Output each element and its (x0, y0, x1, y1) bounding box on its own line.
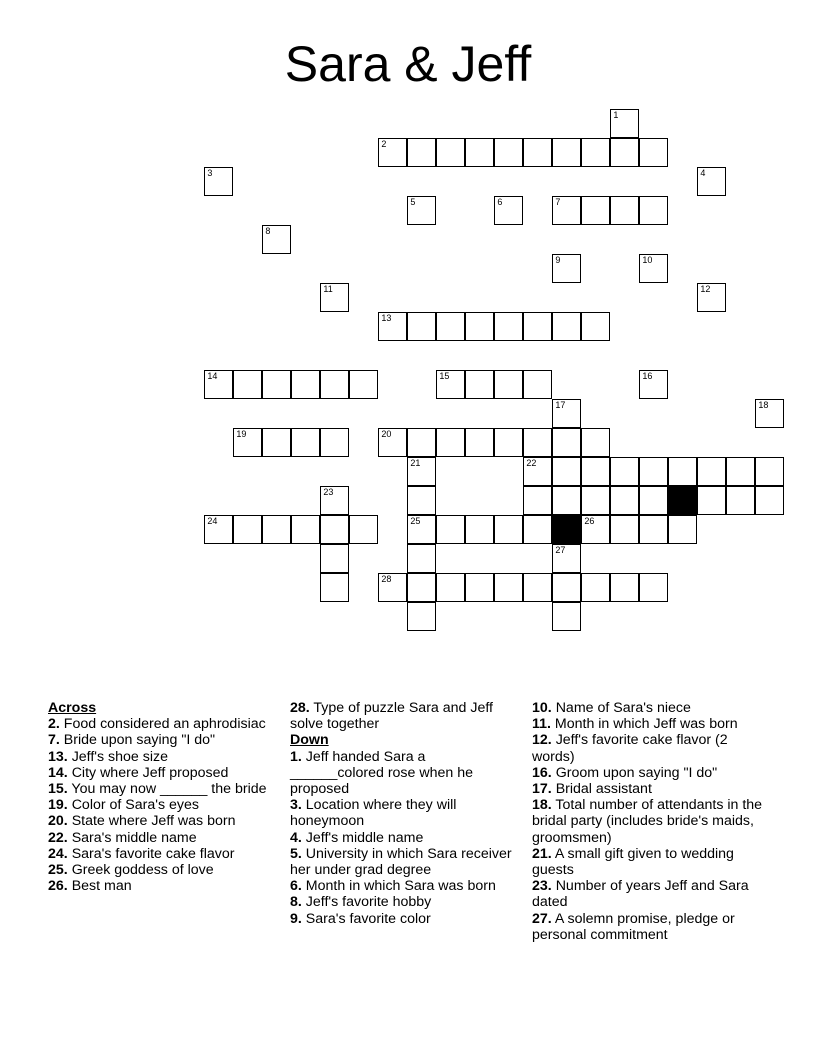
clue-number-label: 26 (584, 516, 595, 527)
grid-cell[interactable] (552, 602, 581, 631)
down-clue-number: 12. (532, 732, 552, 749)
down-clue-number: 3. (290, 797, 302, 814)
grid-cell[interactable] (552, 196, 581, 225)
across-clue-number: 28. (290, 700, 310, 716)
grid-cell[interactable] (407, 515, 436, 544)
down-clue-text: Total number of attendants in the bridal party (includes bride's maids, groomsmen) (532, 797, 763, 846)
down-clue (532, 878, 768, 910)
down-clue (290, 797, 518, 829)
clue-number-label: 16 (642, 371, 653, 382)
grid-cell[interactable] (552, 573, 581, 602)
grid-cell[interactable] (494, 138, 523, 167)
down-clue (532, 765, 768, 781)
down-clue-text: Jeff handed Sara a ______colored rose when he proposed (290, 748, 473, 798)
clue-number-label: 11 (323, 284, 333, 295)
across-clue (48, 830, 270, 846)
down-clue (290, 749, 518, 798)
down-clue-number: 23. (532, 878, 552, 895)
across-clue (48, 716, 270, 732)
grid-cell[interactable] (465, 515, 494, 544)
down-clue (532, 716, 768, 732)
clue-number-label: 3 (207, 168, 213, 179)
grid-cell[interactable] (668, 457, 697, 486)
clue-number-label: 1 (613, 110, 619, 121)
down-clue-text: Location where they will honeymoon (290, 797, 457, 830)
grid-cell[interactable] (291, 428, 320, 457)
across-clue (48, 862, 270, 878)
across-clue-number: 19. (48, 797, 68, 814)
grid-cell[interactable] (581, 138, 610, 167)
grid-cell[interactable] (610, 138, 639, 167)
down-clue-number: 18. (532, 797, 552, 814)
clue-number-label: 25 (410, 516, 421, 527)
down-clue (290, 911, 518, 927)
down-clue (532, 797, 768, 846)
grid-cell[interactable] (407, 486, 436, 515)
grid-cell[interactable] (436, 573, 465, 602)
grid-cell[interactable] (465, 138, 494, 167)
across-clue-number: 15. (48, 781, 68, 798)
grid-cell[interactable] (610, 457, 639, 486)
black-square (552, 515, 581, 544)
across-clue-number: 14. (48, 764, 68, 781)
down-clue-number: 4. (290, 829, 302, 846)
down-clue-number: 6. (290, 878, 302, 895)
grid-cell[interactable] (436, 515, 465, 544)
grid-cell[interactable] (523, 457, 552, 486)
grid-cell[interactable] (610, 486, 639, 515)
clue-number-label: 7 (555, 197, 561, 208)
grid-cell[interactable] (639, 370, 668, 399)
grid-cell[interactable] (233, 370, 262, 399)
grid-cell[interactable] (436, 428, 465, 457)
grid-cell[interactable] (204, 370, 233, 399)
grid-cell[interactable] (494, 428, 523, 457)
grid-cell[interactable] (523, 486, 552, 515)
down-clue (532, 911, 768, 943)
clue-number-label: 27 (555, 545, 566, 556)
across-clue-text: Bride upon saying "I do" (63, 732, 216, 749)
grid-cell[interactable] (639, 138, 668, 167)
down-clue-text: Groom upon saying "I do" (555, 764, 718, 781)
across-clue-text: Sara's favorite cake flavor (71, 845, 235, 862)
across-clue (48, 797, 270, 813)
grid-cell[interactable] (291, 370, 320, 399)
grid-cell[interactable] (610, 196, 639, 225)
grid-cell[interactable] (262, 225, 291, 254)
down-clue (290, 846, 518, 878)
across-clue-text: You may now ______ the bride (71, 781, 267, 798)
down-heading: Down (290, 732, 329, 749)
clue-number-label: 24 (207, 516, 218, 527)
grid-cell[interactable] (697, 457, 726, 486)
clue-number-label: 2 (381, 139, 387, 150)
grid-cell[interactable] (523, 515, 552, 544)
grid-cell[interactable] (581, 515, 610, 544)
grid-cell[interactable] (494, 196, 523, 225)
grid-cell[interactable] (755, 457, 784, 486)
down-clue (532, 732, 768, 764)
down-clue-text: Bridal assistant (555, 781, 652, 798)
clue-number-label: 10 (642, 255, 653, 266)
grid-cell[interactable] (407, 602, 436, 631)
grid-cell[interactable] (726, 486, 755, 515)
across-clue-text: Best man (71, 878, 132, 895)
clue-column-1 (48, 700, 270, 894)
across-clue-number: 25. (48, 862, 68, 879)
grid-cell[interactable] (494, 370, 523, 399)
grid-cell[interactable] (523, 370, 552, 399)
grid-cell[interactable] (465, 312, 494, 341)
clue-number-label: 22 (526, 458, 537, 469)
grid-cell[interactable] (378, 138, 407, 167)
down-clue-text: A solemn promise, pledge or personal commitment (532, 910, 735, 943)
across-clue-number: 7. (48, 732, 60, 749)
grid-cell[interactable] (407, 196, 436, 225)
grid-cell[interactable] (494, 515, 523, 544)
grid-cell[interactable] (697, 167, 726, 196)
grid-cell[interactable] (407, 573, 436, 602)
clue-number-label: 23 (323, 487, 334, 498)
grid-cell[interactable] (639, 486, 668, 515)
down-clue-text: Sara's favorite color (305, 910, 431, 927)
grid-cell[interactable] (581, 312, 610, 341)
clue-number-label: 4 (700, 168, 706, 179)
across-clue-number: 24. (48, 845, 68, 862)
down-clue-text: University in which Sara receiver her under grad degree (290, 845, 512, 879)
grid-cell[interactable] (407, 312, 436, 341)
clue-number-label: 21 (410, 458, 421, 469)
clue-number-label: 9 (555, 255, 561, 266)
clue-number-label: 18 (758, 400, 769, 411)
clue-number-label: 28 (381, 574, 392, 585)
grid-cell[interactable] (755, 399, 784, 428)
down-clue-number: 21. (532, 845, 552, 862)
down-clue-text: Jeff's middle name (305, 829, 424, 846)
clue-number-label: 20 (381, 429, 392, 440)
grid-cell[interactable] (320, 370, 349, 399)
grid-cell[interactable] (610, 573, 639, 602)
down-clue-number: 16. (532, 764, 552, 781)
across-clue-number: 26. (48, 878, 68, 895)
grid-cell[interactable] (552, 428, 581, 457)
down-clue (532, 846, 768, 878)
across-clue-text: Greek goddess of love (71, 862, 214, 879)
clue-number-label: 12 (700, 284, 711, 295)
grid-cell[interactable] (523, 138, 552, 167)
clue-number-label: 8 (265, 226, 271, 237)
grid-cell[interactable] (233, 428, 262, 457)
down-clue-number: 17. (532, 781, 552, 798)
down-clue-text: Month in which Sara was born (305, 878, 496, 895)
grid-cell[interactable] (523, 428, 552, 457)
down-clue-text: A small gift given to wedding guests (532, 845, 734, 879)
grid-cell[interactable] (639, 457, 668, 486)
grid-cell[interactable] (639, 254, 668, 283)
down-clue-text: Number of years Jeff and Sara dated (532, 878, 749, 911)
clue-number-label: 19 (236, 429, 247, 440)
grid-cell[interactable] (349, 370, 378, 399)
grid-cell[interactable] (407, 428, 436, 457)
grid-cell[interactable] (407, 544, 436, 573)
across-clue-number: 13. (48, 748, 68, 765)
grid-cell[interactable] (697, 283, 726, 312)
grid-cell[interactable] (378, 573, 407, 602)
grid-cell[interactable] (552, 399, 581, 428)
grid-cell[interactable] (320, 283, 349, 312)
across-clue (48, 749, 270, 765)
grid-cell[interactable] (378, 312, 407, 341)
down-clue (290, 878, 518, 894)
grid-cell[interactable] (668, 515, 697, 544)
across-clue-number: 22. (48, 829, 68, 846)
down-clue-number: 5. (290, 845, 302, 862)
down-clue (532, 700, 768, 716)
clue-number-label: 6 (497, 197, 503, 208)
across-clue-text: Color of Sara's eyes (71, 797, 199, 814)
grid-cell[interactable] (436, 138, 465, 167)
across-clue-text: Type of puzzle Sara and Jeff solve together (290, 700, 493, 733)
across-clue (48, 813, 270, 829)
across-clue (48, 781, 270, 797)
grid-cell[interactable] (320, 428, 349, 457)
grid-cell[interactable] (639, 196, 668, 225)
across-clue-text: State where Jeff was born (71, 813, 236, 830)
grid-cell[interactable] (494, 312, 523, 341)
clue-number-label: 5 (410, 197, 416, 208)
down-clue-number: 27. (532, 910, 552, 927)
grid-cell[interactable] (320, 573, 349, 602)
across-clue (48, 878, 270, 894)
grid-cell[interactable] (320, 544, 349, 573)
grid-cell[interactable] (581, 428, 610, 457)
down-clue (532, 781, 768, 797)
clue-column-3 (532, 700, 768, 943)
down-clue (290, 894, 518, 910)
grid-cell[interactable] (436, 370, 465, 399)
clue-column-2 (290, 700, 518, 927)
grid-cell[interactable] (523, 312, 552, 341)
grid-cell[interactable] (639, 573, 668, 602)
grid-cell[interactable] (610, 515, 639, 544)
clue-number-label: 15 (439, 371, 450, 382)
grid-cell[interactable] (697, 486, 726, 515)
across-clue-number: 2. (48, 716, 60, 733)
grid-cell[interactable] (552, 486, 581, 515)
grid-cell[interactable] (552, 312, 581, 341)
across-clue-number: 20. (48, 813, 68, 830)
across-clue-text: Food considered an aphrodisiac (63, 716, 266, 733)
grid-cell[interactable] (465, 428, 494, 457)
puzzle-title: Sara & Jeff (284, 36, 532, 92)
grid-cell[interactable] (436, 312, 465, 341)
grid-cell[interactable] (262, 370, 291, 399)
down-clue-number: 1. (290, 748, 302, 765)
grid-cell[interactable] (465, 573, 494, 602)
grid-cell[interactable] (407, 138, 436, 167)
down-clue-number: 11. (532, 716, 551, 733)
grid-cell[interactable] (581, 486, 610, 515)
grid-cell[interactable] (552, 544, 581, 573)
grid-cell[interactable] (581, 457, 610, 486)
clue-number-label: 13 (381, 313, 392, 324)
grid-cell[interactable] (726, 457, 755, 486)
across-clue-text: Jeff's shoe size (71, 748, 168, 765)
grid-cell[interactable] (291, 515, 320, 544)
down-clue-text: Month in which Jeff was born (554, 716, 738, 733)
clue-number-label: 14 (207, 371, 218, 382)
grid-cell[interactable] (552, 457, 581, 486)
grid-cell[interactable] (494, 573, 523, 602)
grid-cell[interactable] (581, 196, 610, 225)
grid-cell[interactable] (204, 515, 233, 544)
grid-cell[interactable] (320, 486, 349, 515)
grid-cell[interactable] (581, 573, 610, 602)
grid-cell[interactable] (262, 428, 291, 457)
grid-cell[interactable] (610, 109, 639, 138)
grid-cell[interactable] (204, 167, 233, 196)
grid-cell[interactable] (262, 515, 291, 544)
down-clue-number: 9. (290, 910, 302, 927)
across-heading: Across (48, 700, 97, 716)
grid-cell[interactable] (378, 428, 407, 457)
grid-cell[interactable] (320, 515, 349, 544)
grid-cell[interactable] (407, 457, 436, 486)
down-clue-text: Jeff's favorite cake flavor (2 words) (532, 732, 728, 765)
down-clue-text: Name of Sara's niece (555, 700, 691, 716)
clue-number-label: 17 (555, 400, 566, 411)
grid-cell[interactable] (465, 370, 494, 399)
across-clue-text: Sara's middle name (71, 829, 197, 846)
down-clue (290, 830, 518, 846)
across-clue-text: City where Jeff proposed (71, 764, 229, 781)
grid-cell[interactable] (349, 515, 378, 544)
black-square (668, 486, 697, 515)
grid-cell[interactable] (552, 254, 581, 283)
grid-cell[interactable] (552, 138, 581, 167)
grid-cell[interactable] (523, 573, 552, 602)
across-clue (290, 700, 518, 732)
grid-cell[interactable] (639, 515, 668, 544)
grid-cell[interactable] (233, 515, 262, 544)
down-clue-number: 8. (290, 894, 302, 911)
down-clue-text: Jeff's favorite hobby (305, 894, 432, 911)
across-clue (48, 765, 270, 781)
grid-cell[interactable] (755, 486, 784, 515)
down-clue-number: 10. (532, 700, 552, 716)
across-clue (48, 846, 270, 862)
across-clue (48, 732, 270, 748)
